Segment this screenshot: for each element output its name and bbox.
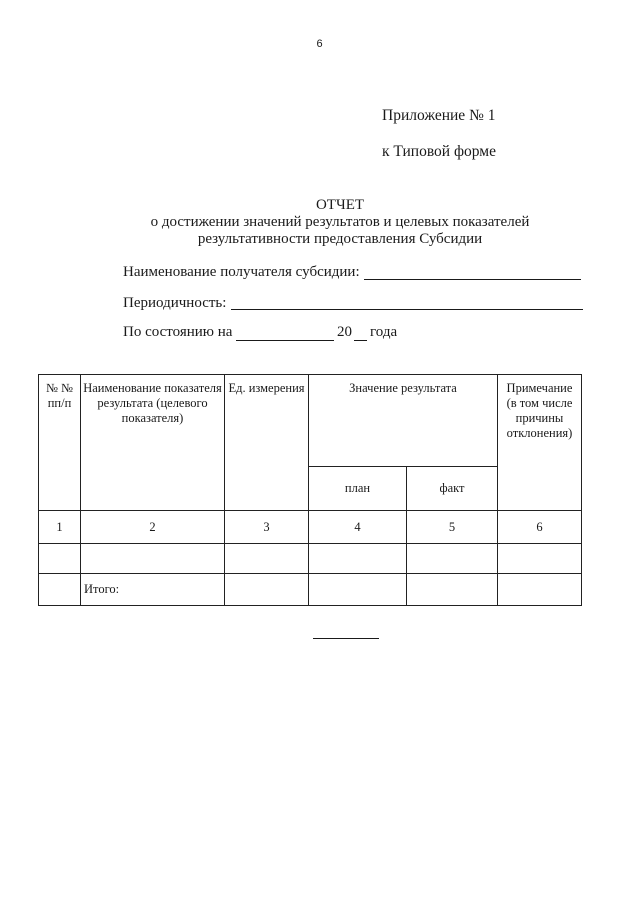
total-label: Итого: <box>81 574 225 606</box>
table-row <box>39 544 582 574</box>
table-cell <box>225 574 309 606</box>
table-cell <box>407 574 498 606</box>
table-cell <box>407 544 498 574</box>
table-cell <box>309 544 407 574</box>
header-indicator-name: Наименование показателя результата (целевого показателя) <box>81 375 225 511</box>
report-table <box>38 374 582 606</box>
column-number-6: 6 <box>498 511 582 544</box>
as-of-year-blank <box>354 340 367 341</box>
header-note: Примечание (в том числе причины отклонения) <box>498 375 582 511</box>
column-number-2: 2 <box>81 511 225 544</box>
table-cell <box>498 574 582 606</box>
appendix-reference: к Типовой форме <box>382 143 496 160</box>
periodicity-blank <box>231 309 583 310</box>
column-number-5: 5 <box>407 511 498 544</box>
header-fact: факт <box>407 467 498 511</box>
column-number-1: 1 <box>39 511 81 544</box>
table-cell <box>39 544 81 574</box>
table-cell <box>498 544 582 574</box>
report-title: ОТЧЕТ <box>315 197 365 213</box>
header-plan: план <box>309 467 407 511</box>
column-number-row <box>39 511 582 544</box>
report-subtitle-line1: о достижении значений результатов и целевых показателей <box>150 214 530 230</box>
column-number-3: 3 <box>225 511 309 544</box>
as-of-suffix: года <box>370 324 398 340</box>
header-result-value: Значение результата <box>309 375 498 467</box>
total-row <box>39 574 582 606</box>
recipient-label: Наименование получателя субсидии: <box>123 264 360 280</box>
periodicity-label: Периодичность: <box>123 295 227 311</box>
table-cell <box>39 574 81 606</box>
as-of-date-blank <box>236 340 334 341</box>
report-subtitle-line2: результативности предоставления Субсидии <box>197 231 483 247</box>
as-of-prefix: По состоянию на <box>123 324 233 340</box>
recipient-blank <box>364 279 581 280</box>
column-number-4: 4 <box>309 511 407 544</box>
page-number: 6 <box>316 38 323 50</box>
as-of-year: 20 <box>337 324 352 340</box>
table-cell <box>225 544 309 574</box>
table-cell <box>309 574 407 606</box>
header-num: № № пп/п <box>39 375 81 511</box>
end-separator-line <box>313 638 379 639</box>
table-cell <box>81 544 225 574</box>
header-row <box>39 375 582 467</box>
header-unit: Ед. измерения <box>225 375 309 511</box>
appendix-number: Приложение № 1 <box>382 107 496 124</box>
